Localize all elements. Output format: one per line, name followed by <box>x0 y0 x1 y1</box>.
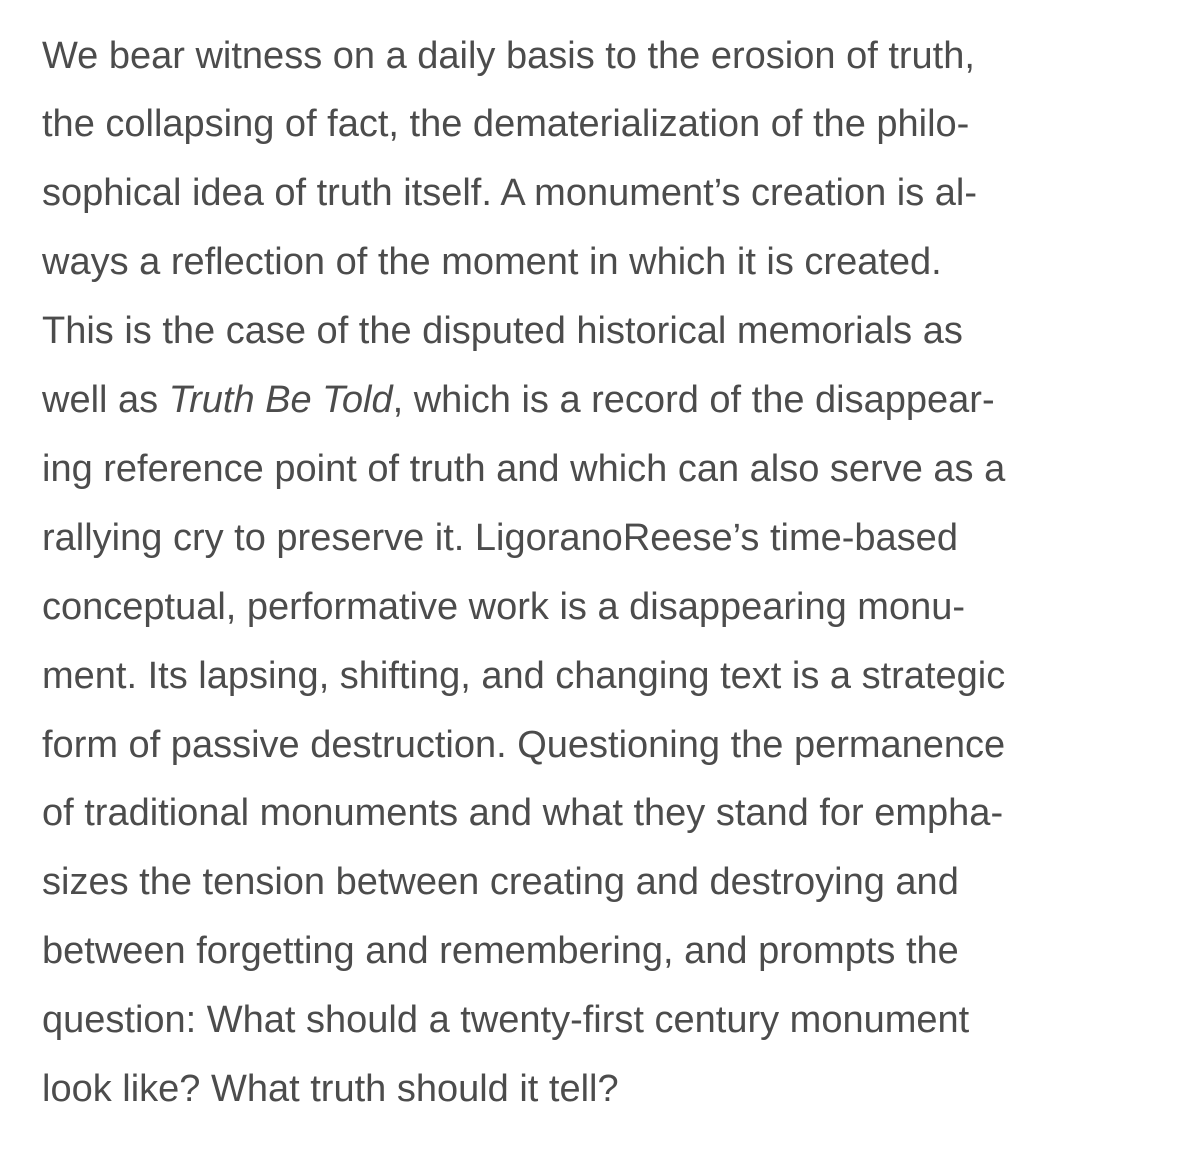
text-line: sophical idea of truth itself. A monument’s creation is al- <box>42 172 978 214</box>
text-line: between forgetting and remembering, and prompts the <box>42 930 959 972</box>
text-line: sizes the tension between creating and destroying and <box>42 861 959 903</box>
text-line: This is the case of the disputed historical memorials as <box>42 310 963 352</box>
text-line: form of passive destruction. Questioning the permanence <box>42 724 1006 766</box>
text-line: conceptual, performative work is a disappearing monu- <box>42 586 966 628</box>
text-line: ing reference point of truth and which can also serve as a <box>42 448 1006 490</box>
text-line: look like? What truth should it tell? <box>42 1068 619 1110</box>
text-line: question: What should a twenty-first century monument <box>42 999 970 1041</box>
text-line: ment. Its lapsing, shifting, and changing text is a strategic <box>42 655 1006 697</box>
text-line: We bear witness on a daily basis to the erosion of truth, <box>42 35 975 77</box>
italic-title: Truth Be Told <box>168 379 393 421</box>
text-line: ways a reflection of the moment in which it is created. <box>42 241 942 283</box>
text-line: rallying cry to preserve it. LigoranoReese’s time-based <box>42 517 958 559</box>
text-line: the collapsing of fact, the dematerialization of the philo- <box>42 103 970 145</box>
text-line: well as Truth Be Told, which is a record of the disappear- <box>42 379 995 421</box>
text-line: of traditional monuments and what they stand for empha- <box>42 792 1004 834</box>
